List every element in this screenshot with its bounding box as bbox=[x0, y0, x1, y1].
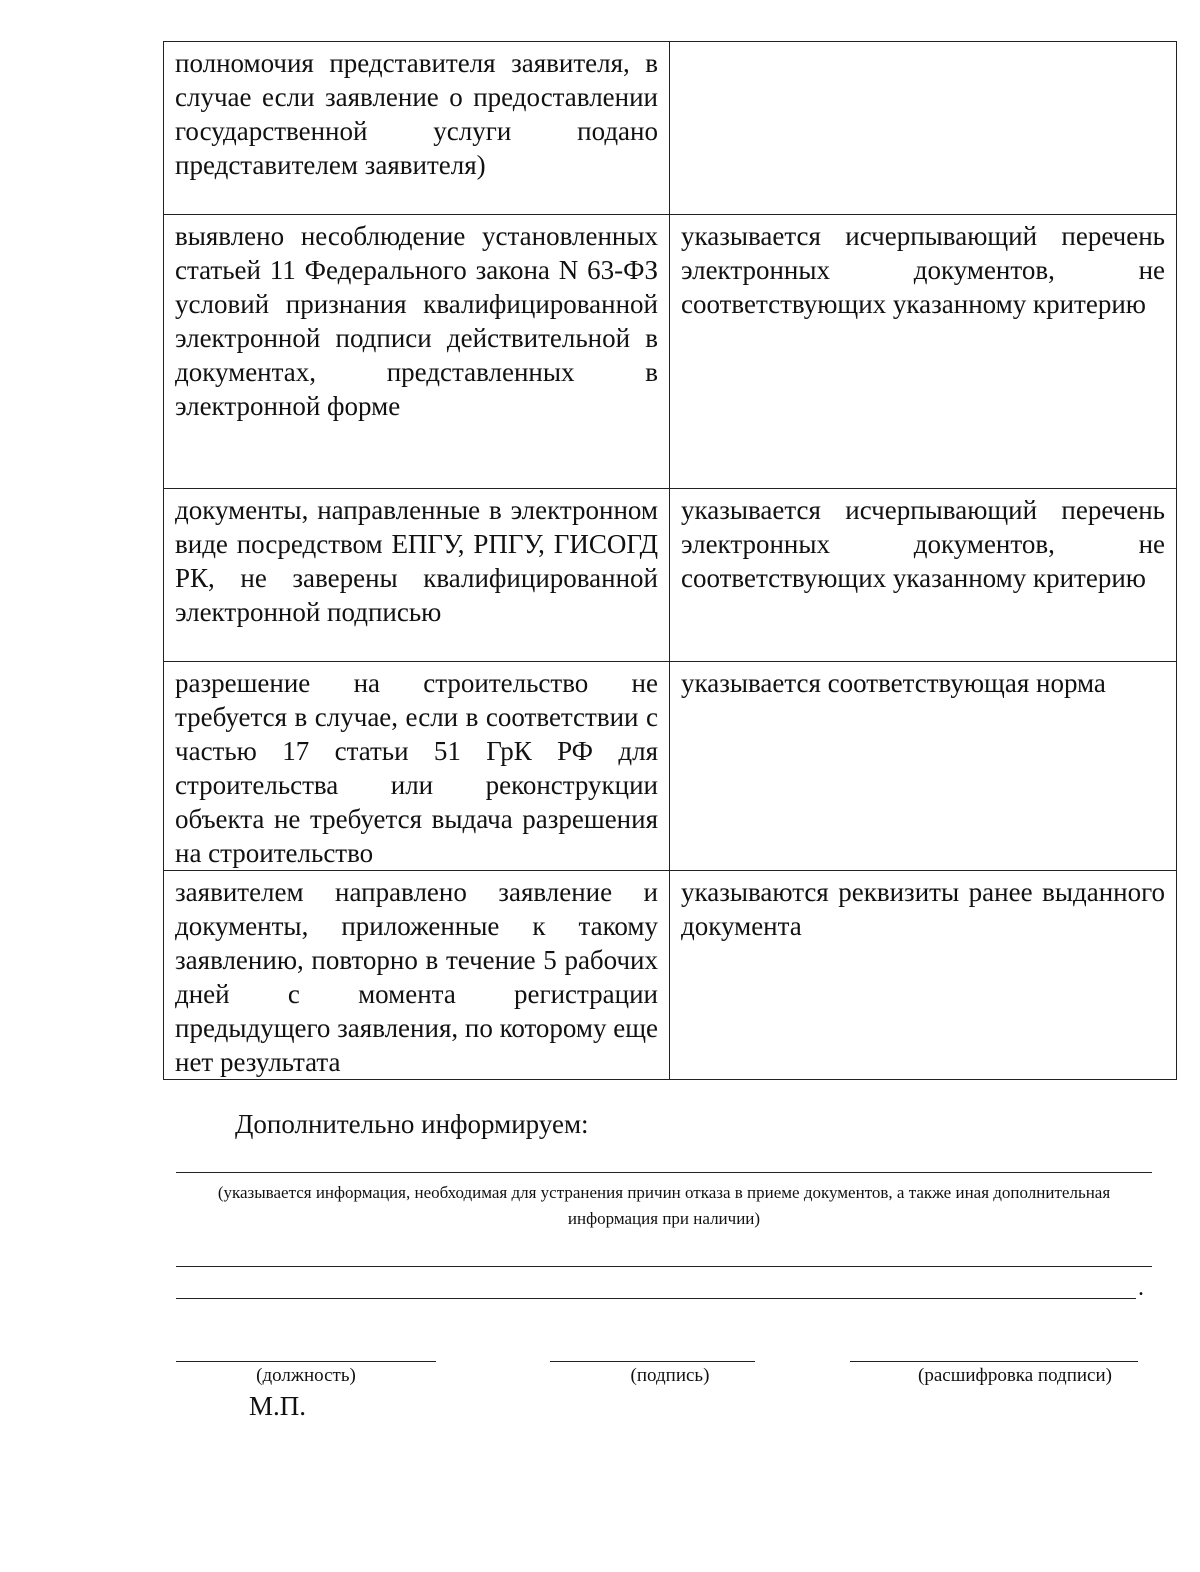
reason-cell: разрешение на строительство не требуется в случае, если в соответствии с частью 17 статьи 51 ГрК РФ для строительства или реконструкции объекта не требуется выдача разрешения на строительство bbox=[164, 662, 670, 871]
decoding-line bbox=[850, 1361, 1138, 1362]
fill-in-line bbox=[176, 1298, 1136, 1299]
reason-cell: выявлено несоблюдение установленных статьей 11 Федерального закона N 63-ФЗ условий признания квалифицированной электронной подписи действительной в документах, представленных в электронной форме bbox=[164, 215, 670, 489]
reason-cell: документы, направленные в электронном виде посредством ЕПГУ, РПГУ, ГИСОГД РК, не заверены квалифицированной электронной подписью bbox=[164, 489, 670, 662]
fill-in-line bbox=[176, 1172, 1152, 1173]
position-label: (должность) bbox=[256, 1365, 356, 1386]
additional-info-heading: Дополнительно информируем: bbox=[235, 1109, 589, 1139]
table-row bbox=[164, 215, 1177, 489]
table-row bbox=[164, 662, 1177, 871]
explanation-cell: указываются реквизиты ранее выданного документа bbox=[670, 871, 1177, 1080]
table-row bbox=[164, 42, 1177, 215]
decoding-label: (расшифровка подписи) bbox=[918, 1365, 1112, 1386]
refusal-reasons-table bbox=[163, 41, 1177, 1080]
stamp-placeholder: М.П. bbox=[249, 1391, 307, 1421]
explanation-cell: указывается соответствующая норма bbox=[670, 662, 1177, 871]
explanation-cell: указывается исчерпывающий перечень электронных документов, не соответствующих указанному критерию bbox=[670, 489, 1177, 662]
explanation-cell bbox=[670, 42, 1177, 215]
fill-in-line bbox=[176, 1266, 1152, 1267]
position-line bbox=[176, 1361, 436, 1362]
table-row bbox=[164, 871, 1177, 1080]
signature-line bbox=[550, 1361, 755, 1362]
additional-info-hint: (указывается информация, необходимая для устранения причин отказа в приеме документов, а также иная дополнительная информация при наличии) bbox=[217, 1183, 1111, 1228]
reason-cell: полномочия представителя заявителя, в случае если заявление о предоставлении государственной услуги подано представителем заявителя) bbox=[164, 42, 670, 215]
reason-cell: заявителем направлено заявление и документы, приложенные к такому заявлению, повторно в течение 5 рабочих дней с момента регистрации предыдущего заявления, по которому еще нет результата bbox=[164, 871, 670, 1080]
end-period: . bbox=[1138, 1275, 1144, 1301]
explanation-cell: указывается исчерпывающий перечень электронных документов, не соответствующих указанному критерию bbox=[670, 215, 1177, 489]
table-row bbox=[164, 489, 1177, 662]
signature-label: (подпись) bbox=[630, 1365, 710, 1386]
